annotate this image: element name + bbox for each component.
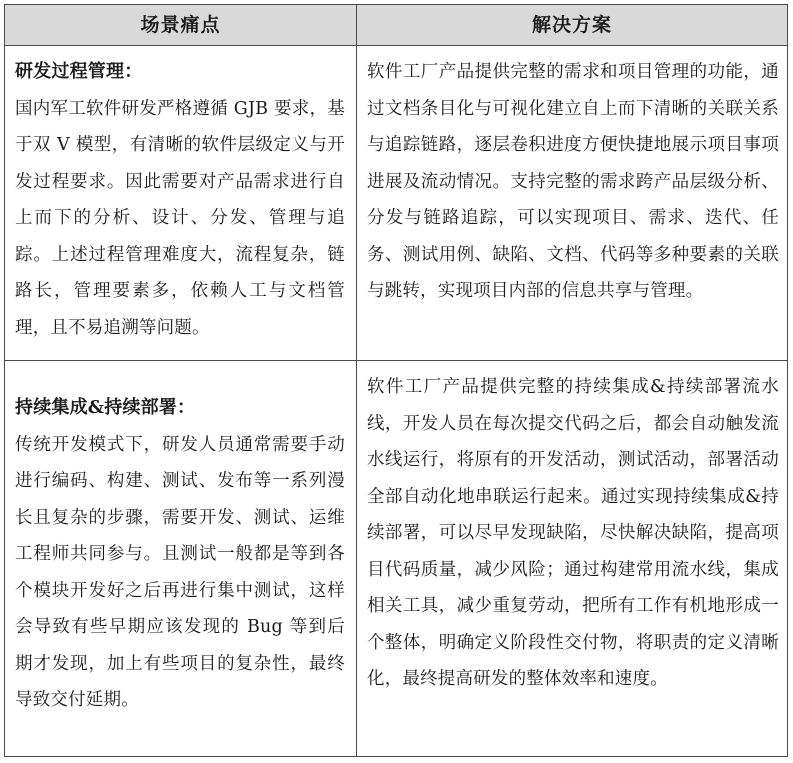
row-1-pain-text: 国内军工软件研发严格遵循 GJB 要求，基于双 V 模型，有清晰的软件层级定义与开发过程要求。因此需要对产品需求进行自上而下的分析、设计、分发、管理与追踪。上述过程管理难度大，流程复杂，链路长，管理要素多，依赖人工与文档管理，且不易追溯等问题。 bbox=[15, 98, 345, 338]
column-divider bbox=[356, 45, 357, 756]
row-2-pain-cell bbox=[15, 390, 345, 719]
header-scenario-pain: 场景痛点 bbox=[5, 5, 357, 45]
header-divider bbox=[5, 45, 787, 46]
row-1-pain-cell bbox=[15, 54, 345, 346]
row-2-solution-text: 软件工厂产品提供完整的持续集成&持续部署流水线，开发人员在每次提交代码之后，都会自动触发流水线运行，将原有的开发活动，测试活动，部署活动全部自动化地串联运行起来。通过实现持续集成&持续部署，可以尽早发现缺陷，尽快解决缺陷，提高项目代码质量，减少风险；通过构建常用流水线，集成相关工具，减少重复劳动，把所有工作有机地形成一个整体，明确定义阶段性交付物，将职责的定义清晰化，最终提高研发的整体效率和速度。 bbox=[367, 377, 779, 689]
row-1-solution-cell bbox=[367, 54, 779, 310]
row-2-solution-cell bbox=[367, 369, 779, 698]
row-2-pain-title: 持续集成&持续部署： bbox=[15, 397, 196, 418]
header-solution: 解决方案 bbox=[357, 5, 787, 45]
row-1-pain-title: 研发过程管理： bbox=[15, 61, 143, 82]
row-2-pain-text: 传统开发模式下，研发人员通常需要手动进行编码、构建、测试、发布等一系列漫长且复杂的步骤，需要开发、测试、运维工程师共同参与。且测试一般都是等到各个模块开发好之后再进行集中测试，这样会导致有些早期应该发现的 Bug 等到后期才发现，加上有些项目的复杂性，最终导致交付延期。 bbox=[15, 434, 345, 710]
row-divider bbox=[5, 360, 787, 361]
comparison-table bbox=[4, 4, 788, 757]
row-1-solution-text: 软件工厂产品提供完整的需求和项目管理的功能，通过文档条目化与可视化建立自上而下清晰的关联关系与追踪链路，逐层卷积进度方便快捷地展示项目事项进展及流动情况。支持完整的需求跨产品层级分析、分发与链路追踪，可以实现项目、需求、迭代、任务、测试用例、缺陷、文档、代码等多种要素的关联与跳转，实现项目内部的信息共享与管理。 bbox=[367, 62, 779, 301]
